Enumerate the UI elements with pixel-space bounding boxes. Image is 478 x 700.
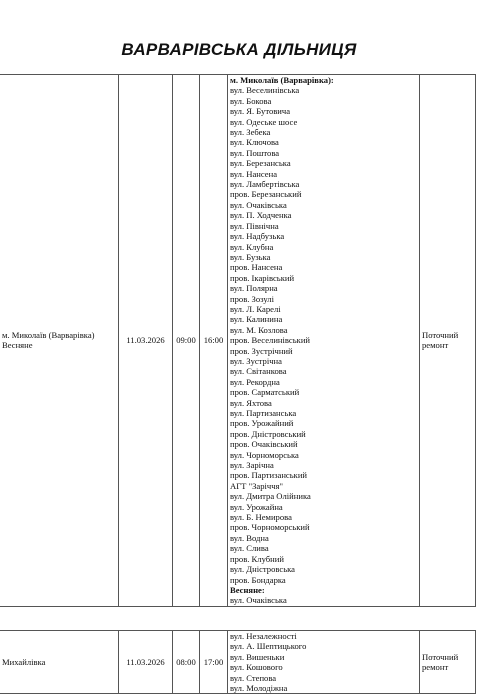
- street-item: вул. Зебека: [230, 127, 271, 138]
- street-item: вул. Ключова: [230, 137, 279, 148]
- street-item: пров. Веселинівський: [230, 335, 311, 346]
- work-type-cell: Поточний ремонт: [420, 631, 476, 694]
- street-item: пров. Березанський: [230, 189, 302, 200]
- street-item: вул. А. Шептицького: [230, 641, 307, 652]
- street-item: вул. Клубна: [230, 241, 274, 252]
- street-item: вул. Дмитра Олійника: [230, 491, 311, 502]
- street-item: м. Миколаїв (Варварівка):: [230, 75, 334, 85]
- street-item: пров. Сарматський: [230, 387, 300, 398]
- street-item: вул. Бокова: [230, 95, 272, 106]
- street-item: вул. Полярна: [230, 283, 278, 294]
- start-time-cell: 09:00: [173, 75, 200, 607]
- street-item: Весняне:: [230, 584, 265, 595]
- streets-cell: [228, 631, 420, 694]
- streets-cell: [228, 75, 420, 607]
- street-item: вул. Яхтова: [230, 397, 272, 408]
- street-item: вул. Партизанська: [230, 408, 297, 418]
- street-item: пров. Чорноморський: [230, 522, 310, 533]
- street-item: вул. Вишеньки: [230, 651, 285, 662]
- street-item: вул. Зарічна: [230, 460, 274, 471]
- street-item: вул. Березанська: [230, 158, 291, 169]
- street-item: пров. Клубний: [230, 553, 284, 564]
- location-cell: м. Миколаїв (Варварівка) Весняне: [0, 75, 119, 607]
- work-type-cell: Поточний ремонт: [420, 75, 476, 607]
- location-cell: Михайлівка: [0, 631, 119, 694]
- page-title: ВАРВАРІВСЬКА ДІЛЬНИЦЯ: [121, 40, 357, 59]
- street-item: вул. Кошового: [230, 662, 283, 673]
- schedule-table: [0, 74, 476, 607]
- street-item: вул. Бузька: [230, 251, 271, 262]
- street-item: вул. Зустрічна: [230, 355, 282, 366]
- street-item: вул. Степова: [230, 672, 277, 683]
- street-item: вул. Ламбертівська: [230, 179, 300, 190]
- street-item: пров. Ікарівський: [230, 272, 295, 283]
- street-item: вул. Поштова: [230, 147, 280, 158]
- start-time-cell: 08:00: [173, 631, 200, 694]
- street-item: вул. Б. Немирова: [230, 512, 292, 523]
- street-item: вул. Молодіжна: [230, 683, 288, 694]
- street-item: вул. Нансена: [230, 168, 278, 179]
- street-item: АГТ "Зарiччя": [230, 480, 283, 491]
- street-item: вул. Веселинівська: [230, 85, 300, 96]
- street-item: вул. Калинина: [230, 314, 283, 325]
- street-item: пров. Очаківський: [230, 439, 298, 450]
- street-item: вул. П. Ходченка: [230, 210, 292, 221]
- street-item: вул. Незалежності: [230, 631, 297, 641]
- street-item: пров. Урожайний: [230, 418, 294, 429]
- street-item: вул. Дністровська: [230, 564, 295, 575]
- street-item: пров. Дністровський: [230, 428, 306, 439]
- street-item: вул. Водна: [230, 532, 269, 543]
- street-item: вул. Північна: [230, 220, 279, 231]
- street-item: вул. Слива: [230, 543, 269, 554]
- street-item: вул. Світанкова: [230, 366, 287, 377]
- end-time-cell: 16:00: [200, 75, 228, 607]
- street-item: вул. Очаківська: [230, 199, 287, 210]
- street-item: вул. Одеське шосе: [230, 116, 298, 127]
- date-cell: 11.03.2026: [119, 75, 173, 607]
- street-item: вул. Урожайна: [230, 501, 283, 512]
- street-item: пров. Зозулі: [230, 293, 274, 304]
- street-item: вул. Рекордна: [230, 376, 280, 387]
- street-item: вул. Надбузька: [230, 231, 285, 242]
- street-item: вул. Л. Карелі: [230, 303, 281, 314]
- street-item: вул. Я. Бутовича: [230, 106, 291, 117]
- street-item: вул. М. Козлова: [230, 324, 288, 335]
- street-item: пров. Партизанський: [230, 470, 308, 481]
- street-item: пров. Зустрічний: [230, 345, 293, 356]
- schedule-table: [0, 630, 476, 694]
- date-cell: 11.03.2026: [119, 631, 173, 694]
- street-item: вул. Очаківська: [230, 595, 287, 606]
- street-item: пров. Бондарка: [230, 574, 286, 585]
- table-row: [0, 631, 476, 694]
- end-time-cell: 17:00: [200, 631, 228, 694]
- table-row: [0, 75, 476, 607]
- street-item: вул. Чорноморська: [230, 449, 299, 460]
- street-item: пров. Нансена: [230, 262, 283, 273]
